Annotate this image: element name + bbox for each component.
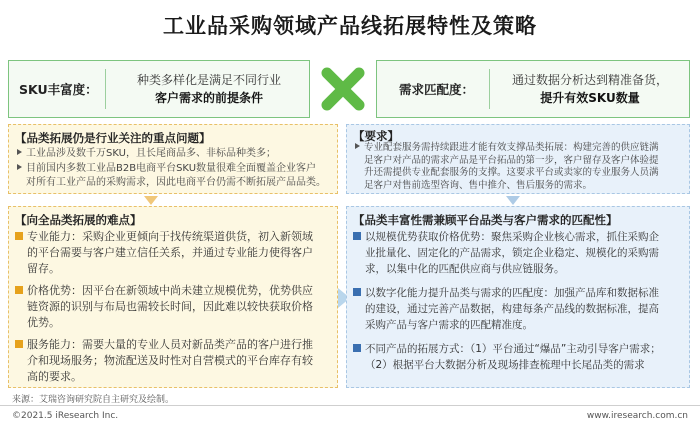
sku-richness-line2: 客户需求的前提条件 [154, 91, 263, 105]
box-divider [105, 69, 106, 109]
page-title: 工业品采购领域产品线拓展特性及策略 [163, 14, 537, 38]
list-item: 工业品涉及数千万SKU，且长尾商品多、非标品种类多； [17, 147, 326, 162]
sku-richness-text [109, 61, 309, 117]
square-bullet-icon [353, 288, 361, 296]
list-item: 以数字化能力提升品类与需求的匹配度：加强产品库和数据标准 的建设，通过完善产品数据，构建每条产品线的数据标准，提高 采购产品与客户需求的匹配精准度。 [353, 285, 661, 333]
list-item: 服务能力：需要大量的专业人员对新品类产品的客户进行推 介和现场服务；物流配送及时性对自营模式的平台库存有较 高的要求。 [15, 337, 313, 385]
list-item: 专业能力：采购企业更倾向于找传统渠道供货，初入新领域 的平台需要与客户建立信任关系，并通过专业能力使得客户 留存。 [15, 229, 313, 277]
down-arrow-icon [506, 196, 520, 205]
panel-title: 【品类拓展仍是行业关注的重点问题】 [15, 131, 211, 145]
list-item: 以规模优势获取价格优势：聚焦采购企业核心需求，抓住采购企 业批量化、固定化的产品需求，锁定企业稳定、规模化的采购需 求，以集中化的匹配供应商与供应链服务。 [353, 229, 661, 277]
demand-matching-label: 需求匹配度： [399, 82, 475, 97]
box-divider [489, 69, 490, 109]
list-item: 不同产品的拓展方式：（1）平台通过“爆品”主动引导客户需求； （2）根据平台大数据分析及现场排查梳理中长尾品类的需求 [353, 341, 661, 373]
list-item-continuation: 足客户对产品的需求产品是平台拓品的第一步，客户留存及客户体验提 [364, 154, 659, 166]
focus-issue-lines [17, 147, 326, 191]
focus-issue-panel [8, 124, 338, 194]
panel-title: 【品类丰富性需兼顾平台品类与客户需求的匹配性】 [353, 213, 618, 227]
requirement-panel [346, 124, 690, 194]
requirement-lines [355, 142, 659, 192]
cross-icon [318, 64, 368, 114]
triangle-bullet-icon [355, 143, 360, 149]
list-item-continuation: 足客户对售前选型咨询、售中推介、售后服务的需求。 [364, 179, 593, 191]
footer-divider [0, 405, 700, 406]
sku-richness-box [8, 60, 310, 118]
difficulty-panel [8, 206, 338, 388]
square-bullet-icon [353, 344, 361, 352]
website-url: www.iresearch.com.cn [586, 411, 688, 421]
demand-matching-line2: 提升有效SKU数量 [540, 91, 640, 105]
list-item-continuation: 升还需提供专业配套服务的支撑。这要求平台或卖家的专业服务人员满 [364, 167, 659, 178]
sku-richness-line1: 种类多样化是满足不同行业 [136, 73, 281, 87]
square-bullet-icon [15, 286, 23, 294]
copyright: ©2021.5 iResearch Inc. [12, 411, 119, 421]
triangle-bullet-icon [17, 149, 22, 155]
list-item: 价格优势：因平台在新领域中尚未建立规模优势，优势供应 链资源的识别与布局也需较长时间，因此难以较快获取价格 优势。 [15, 283, 313, 331]
panel-title: 【向全品类拓展的难点】 [15, 213, 142, 227]
down-arrow-icon [144, 196, 158, 205]
square-bullet-icon [15, 340, 23, 348]
matching-list [353, 229, 661, 373]
demand-matching-text [493, 61, 687, 117]
list-item-continuation: 对所有工业产品的采购需求，因此电商平台仍需不断拓展产品品类。 [26, 177, 326, 188]
difficulty-list [15, 229, 313, 385]
triangle-bullet-icon [17, 164, 22, 170]
list-item: 目前国内多数工业品B2B电商平台SKU数量很难全面覆盖企业客户 [17, 162, 326, 177]
source-note: 来源：艾瑞咨询研究院自主研究及绘制。 [12, 395, 175, 405]
list-item: 专业配套服务需持续跟进才能有效支撑品类拓展：构建完善的供应链满 [355, 142, 659, 155]
demand-matching-box [376, 60, 690, 118]
square-bullet-icon [15, 232, 23, 240]
matching-panel [346, 206, 690, 388]
sku-richness-label: SKU丰富度： [19, 82, 98, 97]
square-bullet-icon [353, 232, 361, 240]
panel-title: 【要求】 [353, 129, 399, 143]
demand-matching-line1: 通过数据分析达到精准备货， [511, 73, 668, 87]
